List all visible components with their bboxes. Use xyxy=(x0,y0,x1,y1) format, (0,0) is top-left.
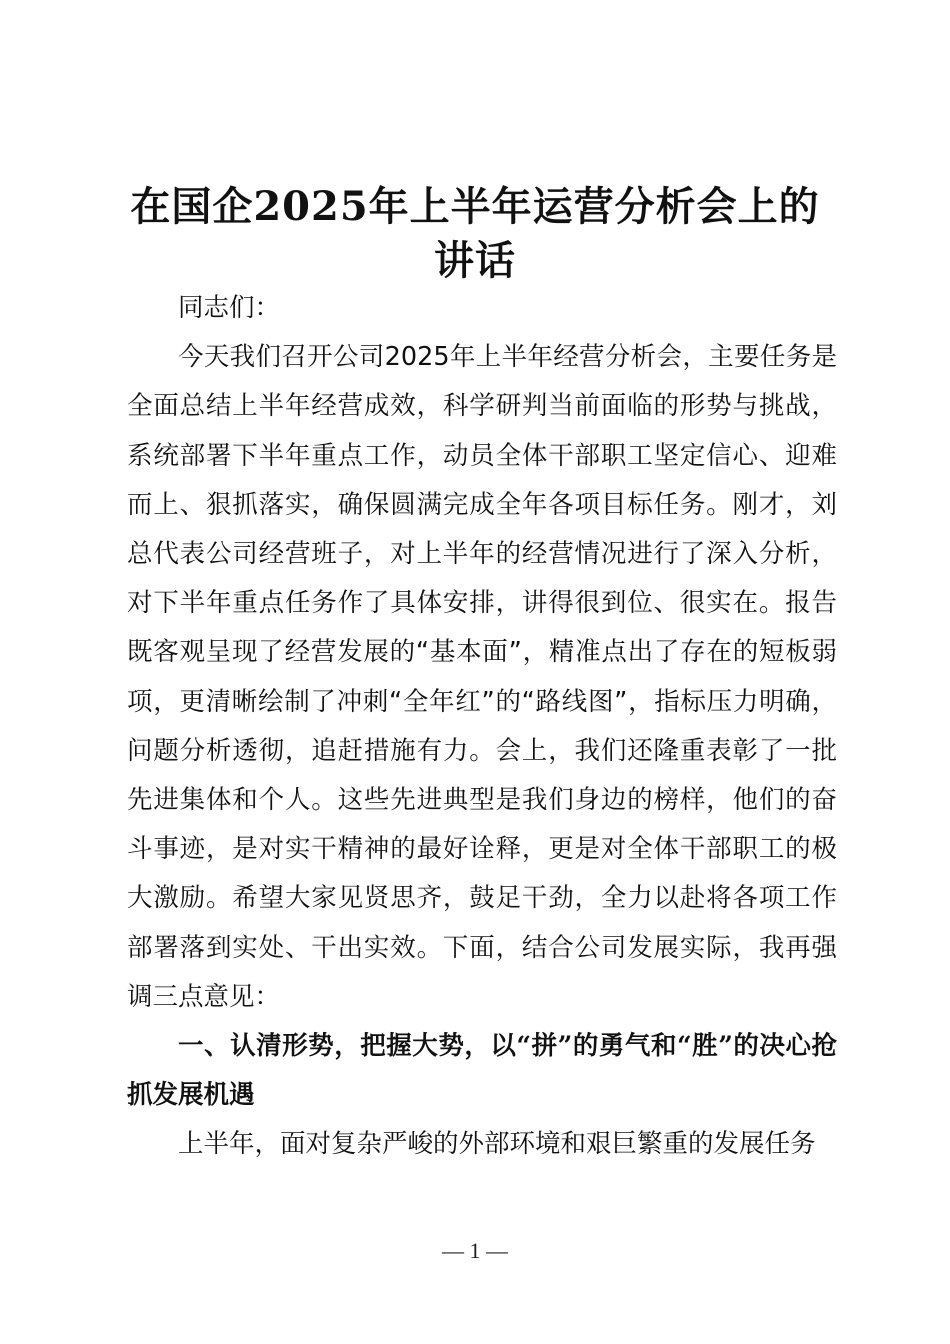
document-body xyxy=(127,284,837,1170)
section-heading-1: 一、认清形势，把握大势，以“拼”的勇气和“胜”的决心抢抓发展机遇 xyxy=(127,1031,837,1111)
paragraph-intro: 今天我们召开公司2025年上半年经营分析会，主要任务是全面总结上半年经营成效，科学研判当前面临的形势与挑战，系统部署下半年重点工作，动员全体干部职工坚定信心、迎难而上、狠抓落实，确保圆满完成全年各项目标任务。刚才，刘总代表公司经营班子，对上半年的经营情况进行了深入分析，对下半年重点任务作了具体安排，讲得很到位、很实在。报告既客观呈现了经营发展的“基本面”，精准点出了存在的短板弱项，更清晰绘制了冲刺“全年红”的“路线图”，指标压力明确，问题分析透彻，追赶措施有力。会上，我们还隆重表彰了一批先进集体和个人。这些先进典型是我们身边的榜样，他们的奋斗事迹，是对实干精神的最好诠释，更是对全体干部职工的极大激励。希望大家见贤思齐，鼓足干劲，全力以赴将各项工作部署落到实处、干出实效。下面，结合公司发展实际，我再强调三点意见： xyxy=(127,342,837,1012)
title-line-1: 在国企2025年上半年运营分析会上的 xyxy=(130,183,820,230)
title-line-2: 讲话 xyxy=(434,237,516,284)
greeting: 同志们： xyxy=(178,293,281,323)
document-title xyxy=(110,180,840,288)
paragraph-section-1: 上半年，面对复杂严峻的外部环境和艰巨繁重的发展任务 xyxy=(178,1129,816,1160)
page-number: — 1 — xyxy=(442,1238,508,1263)
